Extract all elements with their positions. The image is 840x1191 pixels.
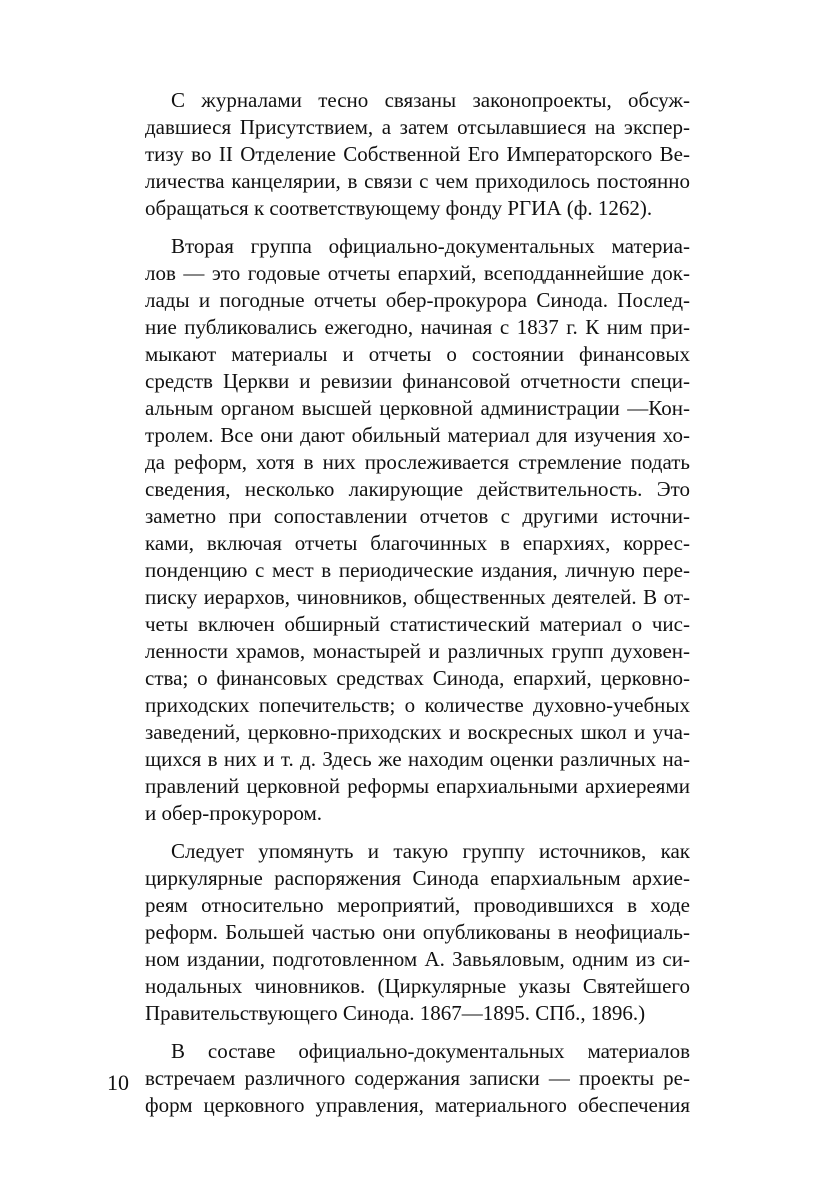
text-line: сведения, несколько лакирующие действительность. Это [145, 477, 690, 501]
text-line: ном издании, подготовленном А. Завьяловым, одним из си- [145, 947, 690, 971]
text-line: ства; о финансовых средствах Синода, епархий, церковно- [145, 666, 690, 690]
text-line: нодальных чиновников. (Циркулярные указы Святейшего [145, 974, 690, 998]
text-line: заметно при сопоставлении отчетов с другими источни- [145, 504, 690, 528]
text-line: правлений церковной реформы епархиальными архиереями [145, 774, 690, 798]
text-line: лады и погодные отчеты обер-прокурора Синода. Послед- [145, 288, 690, 312]
text-line: реям относительно мероприятий, проводившихся в ходе [145, 893, 690, 917]
text-line: понденцию с мест в периодические издания, личную пере- [145, 558, 690, 582]
text-line: ленности храмов, монастырей и различных групп духовен- [145, 639, 690, 663]
text-line: личества канцелярии, в связи с чем приходилось постоянно [145, 169, 690, 193]
page-number: 10 [107, 1070, 129, 1095]
text-line: лов — это годовые отчеты епархий, всеподданнейшие док- [145, 261, 690, 285]
text-line: давшиеся Присутствием, а затем отсылавшиеся на экспер- [145, 115, 690, 139]
body-text [145, 87, 690, 1130]
text-line: обращаться к соответствующему фонду РГИА (ф. 1262). [145, 196, 653, 220]
text-line: С журналами тесно связаны законопроекты, обсуж- [171, 88, 690, 112]
text-line: ками, включая отчеты благочинных в епархиях, коррес- [145, 531, 690, 555]
text-line: заведений, церковно-приходских и воскресных школ и уча- [145, 720, 690, 744]
text-line: Следует упомянуть и такую группу источников, как [171, 839, 690, 863]
text-line: реформ. Большей частью они опубликованы в неофициаль- [145, 920, 690, 944]
text-line: ние публиковались ежегодно, начиная с 1837 г. К ним при- [145, 315, 690, 339]
text-line: средств Церкви и ревизии финансовой отчетности специ- [145, 369, 690, 393]
text-line: тизу во II Отделение Собственной Его Императорского Ве- [145, 142, 690, 166]
text-line: Правительствующего Синода. 1867—1895. СПб., 1896.) [145, 1001, 646, 1025]
text-line: циркулярные распоряжения Синода епархиальным архие- [145, 866, 690, 890]
paragraph [145, 838, 690, 1027]
text-line: встречаем различного содержания записки — проекты ре- [145, 1066, 690, 1090]
text-line: В составе официально-документальных материалов [171, 1039, 690, 1063]
text-line: тролем. Все они дают обильный материал для изучения хо- [145, 423, 690, 447]
paragraph [145, 233, 690, 827]
text-line: да реформ, хотя в них прослеживается стремление подать [145, 450, 690, 474]
text-line: мыкают материалы и отчеты о состоянии финансовых [145, 342, 690, 366]
text-line: щихся в них и т. д. Здесь же находим оценки различных на- [145, 747, 690, 771]
text-line: форм церковного управления, материального обеспечения [145, 1093, 690, 1117]
text-line: и обер-прокурором. [145, 801, 322, 825]
paragraph [145, 1038, 690, 1119]
paragraph [145, 87, 690, 222]
text-line: четы включен обширный статистический материал о чис- [145, 612, 690, 636]
text-line: приходских попечительств; о количестве духовно-учебных [145, 693, 690, 717]
text-line: Вторая группа официально-документальных материа- [171, 234, 690, 258]
text-line: альным органом высшей церковной администрации —Кон- [145, 396, 690, 420]
text-line: писку иерархов, чиновников, общественных деятелей. В от- [145, 585, 690, 609]
